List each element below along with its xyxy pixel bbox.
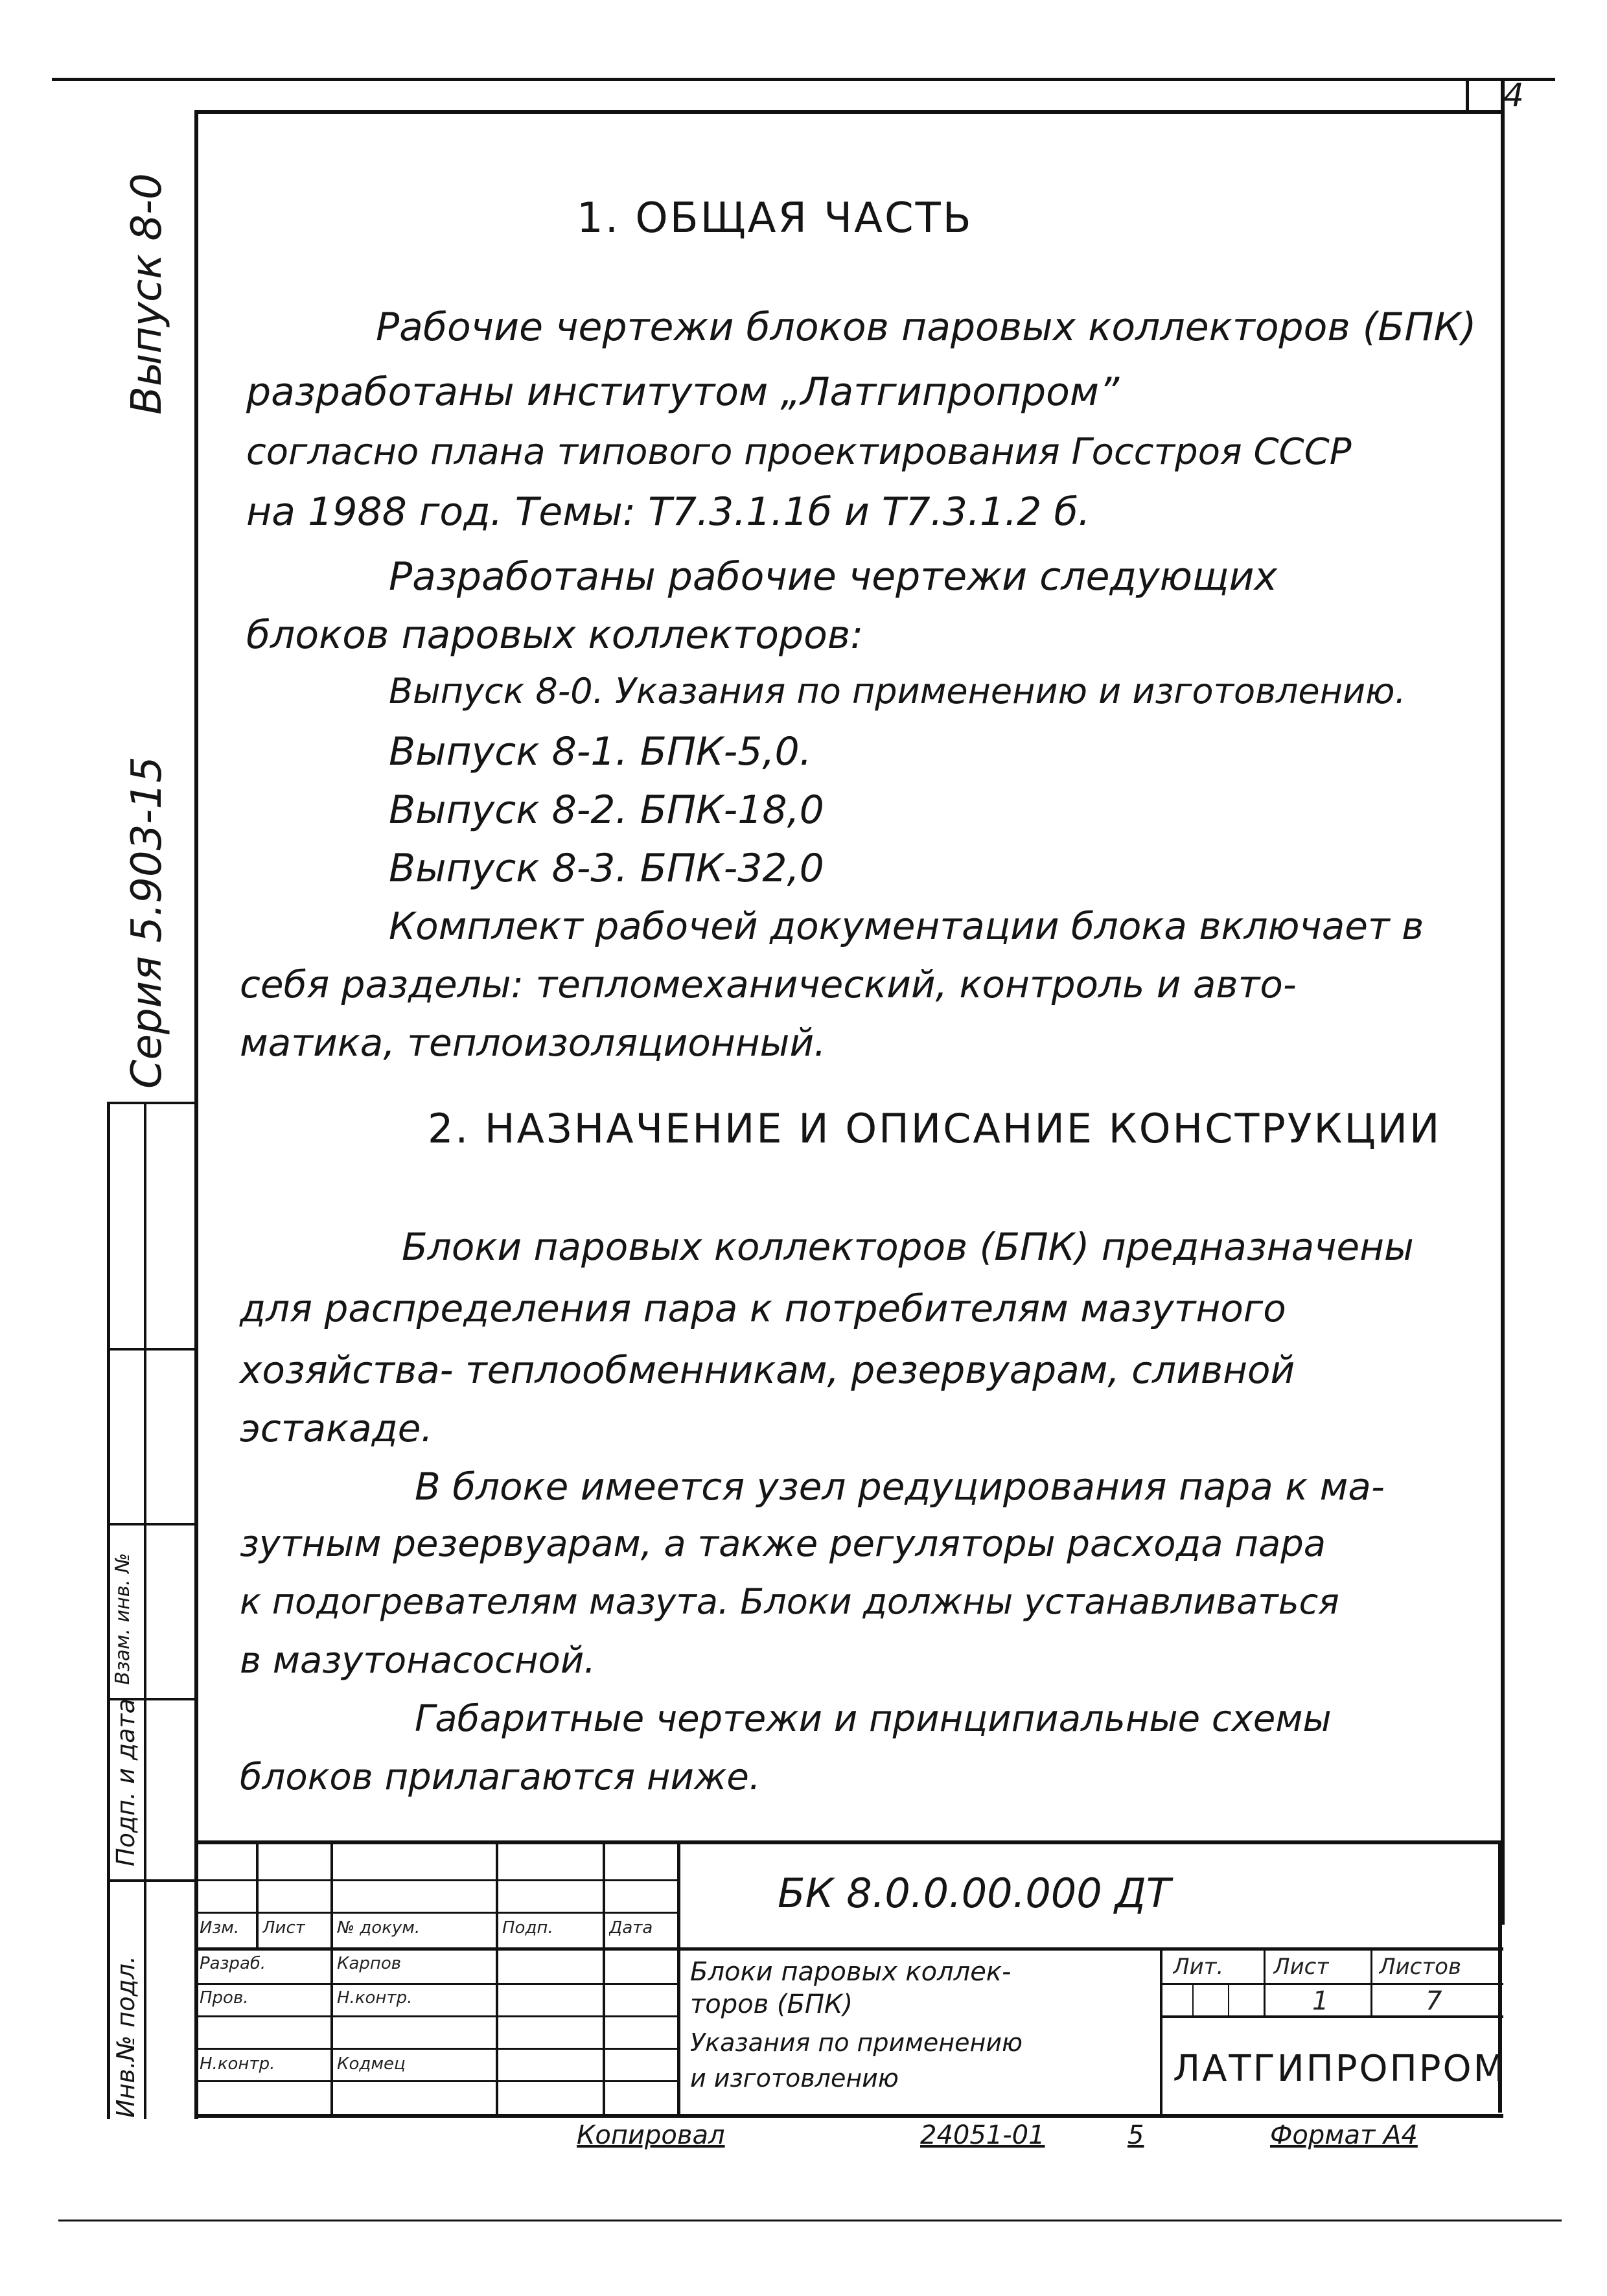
- s1-line-5: Разработаны рабочие чертежи следующих: [389, 554, 1278, 599]
- bottom-edge-line: [58, 2220, 1562, 2221]
- s2-line-4: эстакаде.: [240, 1406, 433, 1450]
- s2-line-7: к подогревателям мазута. Блоки должны устанавливаться: [240, 1581, 1339, 1622]
- margin-inv-label: Инв.№ подл.: [111, 1955, 140, 2118]
- footer-number: 24051-01: [920, 2120, 1045, 2150]
- tb-izm: Изм.: [200, 1918, 240, 1938]
- margin-issue: Выпуск 8-0: [123, 173, 171, 415]
- tb-sheets-value: 7: [1426, 1986, 1442, 2016]
- top-edge-line: [52, 78, 1555, 81]
- margin-row-1: [107, 1102, 198, 1104]
- margin-series: Серия 5.903-15: [123, 756, 171, 1089]
- s1-line-9: Выпуск 8-2. БПК-18,0: [389, 787, 824, 833]
- s2-line-3: хозяйства- теплообменникам, резервуарам, сливной: [240, 1348, 1295, 1392]
- tb-title-1: Блоки паровых коллек-: [690, 1957, 1012, 1987]
- tb-title-3: Указания по применению: [690, 2028, 1023, 2057]
- tb-sheet-label: Лист: [1273, 1954, 1330, 1980]
- s1-line-3: согласно плана типового проектирования Госстроя СССР: [246, 431, 1352, 473]
- tb-list: Лист: [262, 1918, 305, 1938]
- frame-top: [194, 110, 1503, 114]
- tb-document-code: БК 8.0.0.00.000 ДТ: [778, 1870, 1171, 1917]
- s1-line-2: разработаны институтом „Латгипропром”: [246, 369, 1120, 415]
- s1-line-12: себя разделы: тепломеханический, контроль и авто-: [240, 962, 1297, 1006]
- section1-heading: 1. ОБЩАЯ ЧАСТЬ: [577, 194, 973, 242]
- page-number: 4: [1503, 76, 1524, 114]
- margin-row-2: [107, 1348, 198, 1351]
- s1-line-11: Комплект рабочей документации блока включает в: [389, 904, 1424, 948]
- tb-doc: № докум.: [337, 1918, 421, 1938]
- tb-title-4: и изготовлению: [690, 2064, 899, 2093]
- tb-date: Дата: [609, 1918, 653, 1938]
- frame-left: [194, 110, 198, 2119]
- margin-sign-date: Подп. и дата: [111, 1699, 140, 1866]
- tb-role-1: Разраб.: [200, 1954, 266, 1973]
- tb-role-4: Н.контр.: [200, 2054, 275, 2074]
- s2-line-2: для распределения пара к потребителям мазутного: [240, 1286, 1286, 1330]
- s2-line-8: в мазутонасосной.: [240, 1640, 596, 1682]
- tb-sheets-label: Листов: [1379, 1954, 1462, 1980]
- margin-col-mid: [144, 1102, 146, 2119]
- s1-line-6: блоков паровых коллекторов:: [246, 612, 864, 658]
- s1-line-7: Выпуск 8-0. Указания по применению и изготовлению.: [389, 671, 1406, 712]
- tb-sheet-value: 1: [1312, 1986, 1329, 2016]
- tb-name-4: Кодмец: [337, 2054, 406, 2074]
- s1-line-10: Выпуск 8-3. БПК-32,0: [389, 846, 824, 891]
- footer-format: Формат А4: [1270, 2120, 1418, 2150]
- tb-lit-label: Лит.: [1173, 1954, 1224, 1980]
- s1-line-1: Рабочие чертежи блоков паровых коллекторов (БПК): [376, 305, 1477, 350]
- margin-col-left: [107, 1102, 110, 2119]
- footer-copied: Копировал: [577, 2120, 725, 2150]
- margin-row-3: [107, 1523, 198, 1525]
- frame-right: [1501, 81, 1505, 1925]
- margin-replace-inv: Взам. инв. №: [111, 1553, 134, 1685]
- s1-line-13: матика, теплоизоляционный.: [240, 1021, 826, 1065]
- s1-line-8: Выпуск 8-1. БПК-5,0.: [389, 729, 812, 774]
- s2-line-6: зутным резервуарам, а также регуляторы расхода пара: [240, 1523, 1326, 1565]
- tb-role-2: Пров.: [200, 1988, 249, 2008]
- tb-title-2: торов (БПК): [690, 1989, 853, 2019]
- page-number-box-left: [1466, 81, 1469, 112]
- section2-heading: 2. НАЗНАЧЕНИЕ И ОПИСАНИЕ КОНСТРУКЦИИ: [428, 1105, 1442, 1152]
- s2-line-5: В блоке имеется узел редуцирования пара к ма-: [415, 1465, 1385, 1509]
- tb-organization: ЛАТГИПРОПРОМ: [1173, 2048, 1507, 2090]
- tb-name-1: Карпов: [337, 1954, 402, 1973]
- s2-line-10: блоков прилагаются ниже.: [240, 1756, 761, 1798]
- s2-line-1: Блоки паровых коллекторов (БПК) предназначены: [402, 1225, 1414, 1269]
- tb-name-2: Н.контр.: [337, 1988, 413, 2008]
- s1-line-4: на 1988 год. Темы: Т7.3.1.1б и Т7.3.1.2 б.: [246, 489, 1091, 535]
- tb-sign: Подп.: [502, 1918, 553, 1938]
- margin-row-5: [107, 1879, 198, 1882]
- footer-5: 5: [1127, 2120, 1144, 2150]
- s2-line-9: Габаритные чертежи и принципиальные схемы: [415, 1698, 1332, 1740]
